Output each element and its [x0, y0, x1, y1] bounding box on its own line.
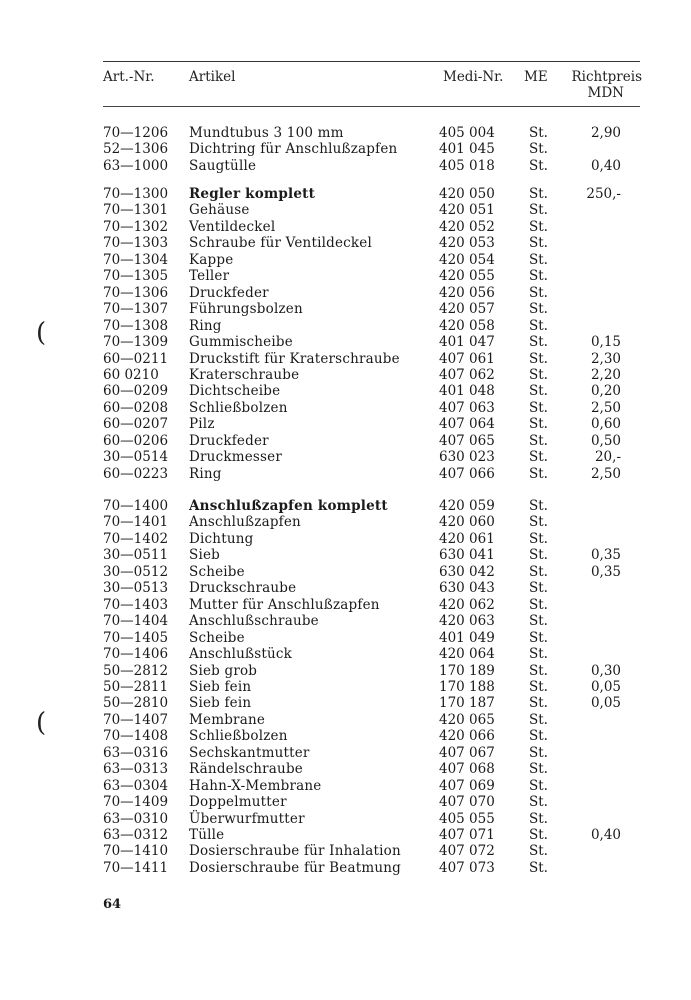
- article-name: Saugtülle: [189, 157, 257, 174]
- medi-number: 170 188: [439, 678, 495, 695]
- table-row: [0, 301, 691, 318]
- unit: St.: [529, 728, 548, 745]
- medi-number: 420 066: [439, 728, 495, 745]
- medi-number: 401 049: [439, 629, 495, 646]
- header-price-line2: MDN: [587, 85, 624, 101]
- unit: St.: [529, 301, 548, 318]
- table-row: [0, 827, 691, 844]
- table-row: [0, 663, 691, 680]
- article-number: 70—1303: [103, 235, 169, 252]
- article-number: 70—1400: [103, 498, 169, 514]
- medi-number: 407 067: [439, 744, 495, 761]
- article-name: Druckfeder: [189, 284, 269, 301]
- medi-number: 420 054: [439, 251, 495, 268]
- table-row: [0, 367, 691, 384]
- medi-number: 630 041: [439, 547, 495, 564]
- article-name: Scheibe: [189, 629, 245, 646]
- medi-number: 420 056: [439, 284, 495, 301]
- article-number: 63—0304: [103, 777, 169, 794]
- page-number: 64: [103, 897, 122, 912]
- price: 0,50: [590, 432, 621, 449]
- price: 0,40: [590, 157, 621, 174]
- medi-number: 170 189: [439, 662, 495, 679]
- article-number: 70—1405: [103, 629, 169, 646]
- article-name: Dosierschraube für Beatmung: [189, 859, 401, 876]
- table-row: [0, 268, 691, 285]
- unit: St.: [529, 761, 548, 778]
- article-number: 63—1000: [103, 157, 169, 174]
- medi-number: 420 062: [439, 596, 495, 613]
- table-row: [0, 564, 691, 581]
- price: 0,20: [590, 383, 621, 400]
- medi-number: 407 065: [439, 432, 495, 449]
- article-number: 70—1301: [103, 202, 169, 219]
- unit: St.: [529, 465, 548, 482]
- medi-number: 407 066: [439, 465, 495, 482]
- article-name: Mundtubus 3 100 mm: [189, 125, 344, 141]
- unit: St.: [529, 843, 548, 860]
- price: 2,50: [590, 465, 621, 482]
- article-name: Sieb: [189, 547, 220, 564]
- table-row: [0, 860, 691, 877]
- article-number: 60—0209: [103, 383, 169, 400]
- table-row: [0, 383, 691, 400]
- price: 2,90: [590, 125, 621, 141]
- article-name: Scheibe: [189, 563, 245, 580]
- medi-number: 420 050: [439, 186, 495, 202]
- article-number: 70—1305: [103, 268, 169, 285]
- unit: St.: [529, 662, 548, 679]
- margin-mark: (: [36, 318, 47, 348]
- article-name: Schließbolzen: [189, 399, 288, 416]
- article-number: 70—1306: [103, 284, 169, 301]
- article-number: 60—0223: [103, 465, 169, 482]
- article-name: Doppelmutter: [189, 794, 287, 811]
- margin-mark: (: [36, 708, 47, 738]
- article-number: 30—0513: [103, 580, 169, 597]
- article-number: 70—1307: [103, 301, 169, 318]
- table-row: [0, 466, 691, 483]
- medi-number: 407 068: [439, 761, 495, 778]
- unit: St.: [529, 563, 548, 580]
- unit: St.: [529, 284, 548, 301]
- unit: St.: [529, 810, 548, 827]
- unit: St.: [529, 794, 548, 811]
- medi-number: 420 065: [439, 711, 495, 728]
- article-name: Anschlußschraube: [189, 613, 319, 630]
- unit: St.: [529, 157, 548, 174]
- price: 2,50: [590, 399, 621, 416]
- article-number: 70—1401: [103, 514, 169, 531]
- article-name: Sechskantmutter: [189, 744, 310, 761]
- table-row: [0, 416, 691, 433]
- article-number: 60—0207: [103, 416, 169, 433]
- article-name: Rändelschraube: [189, 761, 303, 778]
- article-name: Dichtring für Anschlußzapfen: [189, 141, 398, 158]
- medi-number: 401 047: [439, 334, 495, 351]
- unit: St.: [529, 613, 548, 630]
- unit: St.: [529, 202, 548, 219]
- table-row: [0, 334, 691, 351]
- medi-number: 420 061: [439, 530, 495, 547]
- article-name: Kraterschraube: [189, 366, 300, 383]
- article-number: 50—2810: [103, 695, 169, 712]
- article-number: 60—0206: [103, 432, 169, 449]
- article-number: 30—0512: [103, 563, 169, 580]
- article-number: 70—1402: [103, 530, 169, 547]
- header-rule: [103, 106, 640, 107]
- medi-number: 405 055: [439, 810, 495, 827]
- article-number: 70—1403: [103, 596, 169, 613]
- unit: St.: [529, 399, 548, 416]
- article-name: Führungsbolzen: [189, 301, 303, 318]
- table-row: [0, 794, 691, 811]
- article-name: Sieb fein: [189, 695, 252, 712]
- table-row: [0, 351, 691, 368]
- article-name: Schließbolzen: [189, 728, 288, 745]
- medi-number: 407 071: [439, 827, 495, 843]
- article-name: Hahn-X-Membrane: [189, 777, 322, 794]
- article-name: Gummischeibe: [189, 334, 293, 351]
- table-row: [0, 778, 691, 795]
- unit: St.: [529, 383, 548, 400]
- article-number: 70—1300: [103, 186, 169, 202]
- article-number: 63—0312: [103, 827, 169, 843]
- price: 0,35: [590, 547, 621, 564]
- unit: St.: [529, 629, 548, 646]
- price: 0,60: [590, 416, 621, 433]
- table-row: [0, 219, 691, 236]
- article-name: Dosierschraube für Inhalation: [189, 843, 401, 860]
- top-rule: [103, 61, 640, 62]
- medi-number: 630 023: [439, 449, 495, 466]
- unit: St.: [529, 141, 548, 158]
- medi-number: 420 060: [439, 514, 495, 531]
- unit: St.: [529, 711, 548, 728]
- table-row: [0, 252, 691, 269]
- unit: St.: [529, 416, 548, 433]
- article-name: Druckmesser: [189, 449, 283, 466]
- unit: St.: [529, 251, 548, 268]
- unit: St.: [529, 777, 548, 794]
- table-row: [0, 186, 691, 203]
- article-name: Tülle: [189, 827, 225, 843]
- price: 0,35: [590, 563, 621, 580]
- table-row: [0, 318, 691, 335]
- unit: St.: [529, 366, 548, 383]
- unit: St.: [529, 530, 548, 547]
- article-number: 50—2812: [103, 662, 169, 679]
- unit: St.: [529, 235, 548, 252]
- article-name: Dichtung: [189, 530, 254, 547]
- article-number: 70—1407: [103, 711, 169, 728]
- article-name: Druckschraube: [189, 580, 297, 597]
- medi-number: 420 059: [439, 498, 495, 514]
- unit: St.: [529, 125, 548, 141]
- header-art-nr: Art.-Nr.: [103, 69, 155, 85]
- table-row: [0, 125, 691, 142]
- price: 0,40: [590, 827, 621, 843]
- medi-number: 405 004: [439, 125, 495, 141]
- price: 0,05: [590, 678, 621, 695]
- article-number: 70—1302: [103, 218, 169, 235]
- article-name: Anschlußstück: [189, 646, 293, 663]
- article-name: Druckstift für Kraterschraube: [189, 350, 400, 367]
- unit: St.: [529, 646, 548, 663]
- table-row: [0, 235, 691, 252]
- table-row: [0, 811, 691, 828]
- medi-number: 420 058: [439, 317, 495, 334]
- header-artikel: Artikel: [189, 69, 236, 85]
- header-medi-nr: Medi-Nr.: [443, 69, 504, 85]
- article-name: Regler komplett: [189, 186, 316, 202]
- article-number: 70—1206: [103, 125, 169, 141]
- unit: St.: [529, 678, 548, 695]
- article-number: 30—0514: [103, 449, 169, 466]
- medi-number: 401 048: [439, 383, 495, 400]
- article-number: 63—0310: [103, 810, 169, 827]
- medi-number: 407 063: [439, 399, 495, 416]
- price: 2,30: [590, 350, 621, 367]
- table-row: [0, 630, 691, 647]
- table-row: [0, 498, 691, 515]
- article-name: Pilz: [189, 416, 215, 433]
- unit: St.: [529, 317, 548, 334]
- article-name: Dichtscheibe: [189, 383, 281, 400]
- medi-number: 420 051: [439, 202, 495, 219]
- article-name: Sieb grob: [189, 662, 258, 679]
- article-number: 70—1309: [103, 334, 169, 351]
- medi-number: 420 053: [439, 235, 495, 252]
- medi-number: 630 042: [439, 563, 495, 580]
- article-number: 70—1409: [103, 794, 169, 811]
- medi-number: 170 187: [439, 695, 495, 712]
- medi-number: 401 045: [439, 141, 495, 158]
- price: 250,-: [586, 186, 621, 202]
- table-row: [0, 433, 691, 450]
- article-name: Überwurfmutter: [189, 810, 305, 827]
- article-name: Mutter für Anschlußzapfen: [189, 596, 380, 613]
- unit: St.: [529, 580, 548, 597]
- article-name: Kappe: [189, 251, 234, 268]
- article-number: 70—1308: [103, 317, 169, 334]
- table-row: [0, 158, 691, 175]
- unit: St.: [529, 432, 548, 449]
- medi-number: 407 069: [439, 777, 495, 794]
- medi-number: 407 064: [439, 416, 495, 433]
- unit: St.: [529, 218, 548, 235]
- table-row: [0, 580, 691, 597]
- article-number: 70—1408: [103, 728, 169, 745]
- article-number: 60 0210: [103, 366, 159, 383]
- unit: St.: [529, 268, 548, 285]
- medi-number: 420 057: [439, 301, 495, 318]
- medi-number: 630 043: [439, 580, 495, 597]
- article-number: 70—1411: [103, 859, 169, 876]
- table-row: [0, 646, 691, 663]
- medi-number: 420 063: [439, 613, 495, 630]
- article-name: Sieb fein: [189, 678, 252, 695]
- article-number: 70—1406: [103, 646, 169, 663]
- table-row: [0, 745, 691, 762]
- table-row: [0, 679, 691, 696]
- medi-number: 407 072: [439, 843, 495, 860]
- table-row: [0, 285, 691, 302]
- price: 20,-: [594, 449, 621, 466]
- article-name: Membrane: [189, 711, 266, 728]
- header-price-line1: Richtpreis: [571, 69, 642, 85]
- article-number: 63—0316: [103, 744, 169, 761]
- article-name: Ring: [189, 317, 222, 334]
- article-number: 70—1404: [103, 613, 169, 630]
- price: 0,05: [590, 695, 621, 712]
- unit: St.: [529, 449, 548, 466]
- unit: St.: [529, 596, 548, 613]
- medi-number: 407 062: [439, 366, 495, 383]
- article-name: Teller: [189, 268, 230, 285]
- table-row: [0, 761, 691, 778]
- table-row: [0, 547, 691, 564]
- table-row: [0, 400, 691, 417]
- article-name: Anschlußzapfen komplett: [189, 498, 388, 514]
- article-name: Druckfeder: [189, 432, 269, 449]
- unit: St.: [529, 547, 548, 564]
- unit: St.: [529, 859, 548, 876]
- price: 0,30: [590, 662, 621, 679]
- unit: St.: [529, 514, 548, 531]
- article-name: Ventildeckel: [189, 218, 276, 235]
- article-number: 30—0511: [103, 547, 169, 564]
- unit: St.: [529, 334, 548, 351]
- table-row: [0, 597, 691, 614]
- medi-number: 420 055: [439, 268, 495, 285]
- article-name: Schraube für Ventildeckel: [189, 235, 372, 252]
- table-row: [0, 531, 691, 548]
- table-row: [0, 141, 691, 158]
- article-number: 70—1410: [103, 843, 169, 860]
- table-row: [0, 514, 691, 531]
- unit: St.: [529, 827, 548, 843]
- unit: St.: [529, 350, 548, 367]
- header-me: ME: [524, 69, 548, 85]
- table-row: [0, 712, 691, 729]
- medi-number: 405 018: [439, 157, 495, 174]
- article-number: 63—0313: [103, 761, 169, 778]
- medi-number: 420 052: [439, 218, 495, 235]
- price: 2,20: [590, 366, 621, 383]
- unit: St.: [529, 186, 548, 202]
- article-number: 70—1304: [103, 251, 169, 268]
- article-number: 60—0208: [103, 399, 169, 416]
- article-number: 52—1306: [103, 141, 169, 158]
- unit: St.: [529, 498, 548, 514]
- unit: St.: [529, 695, 548, 712]
- article-name: Ring: [189, 465, 222, 482]
- table-row: [0, 843, 691, 860]
- table-row: [0, 695, 691, 712]
- table-row: [0, 449, 691, 466]
- article-name: Gehäuse: [189, 202, 250, 219]
- table-row: [0, 202, 691, 219]
- medi-number: 420 064: [439, 646, 495, 663]
- article-number: 50—2811: [103, 678, 169, 695]
- article-name: Anschlußzapfen: [189, 514, 301, 531]
- article-number: 60—0211: [103, 350, 169, 367]
- medi-number: 407 061: [439, 350, 495, 367]
- unit: St.: [529, 744, 548, 761]
- price: 0,15: [590, 334, 621, 351]
- table-row: [0, 613, 691, 630]
- table-row: [0, 728, 691, 745]
- medi-number: 407 073: [439, 859, 495, 876]
- medi-number: 407 070: [439, 794, 495, 811]
